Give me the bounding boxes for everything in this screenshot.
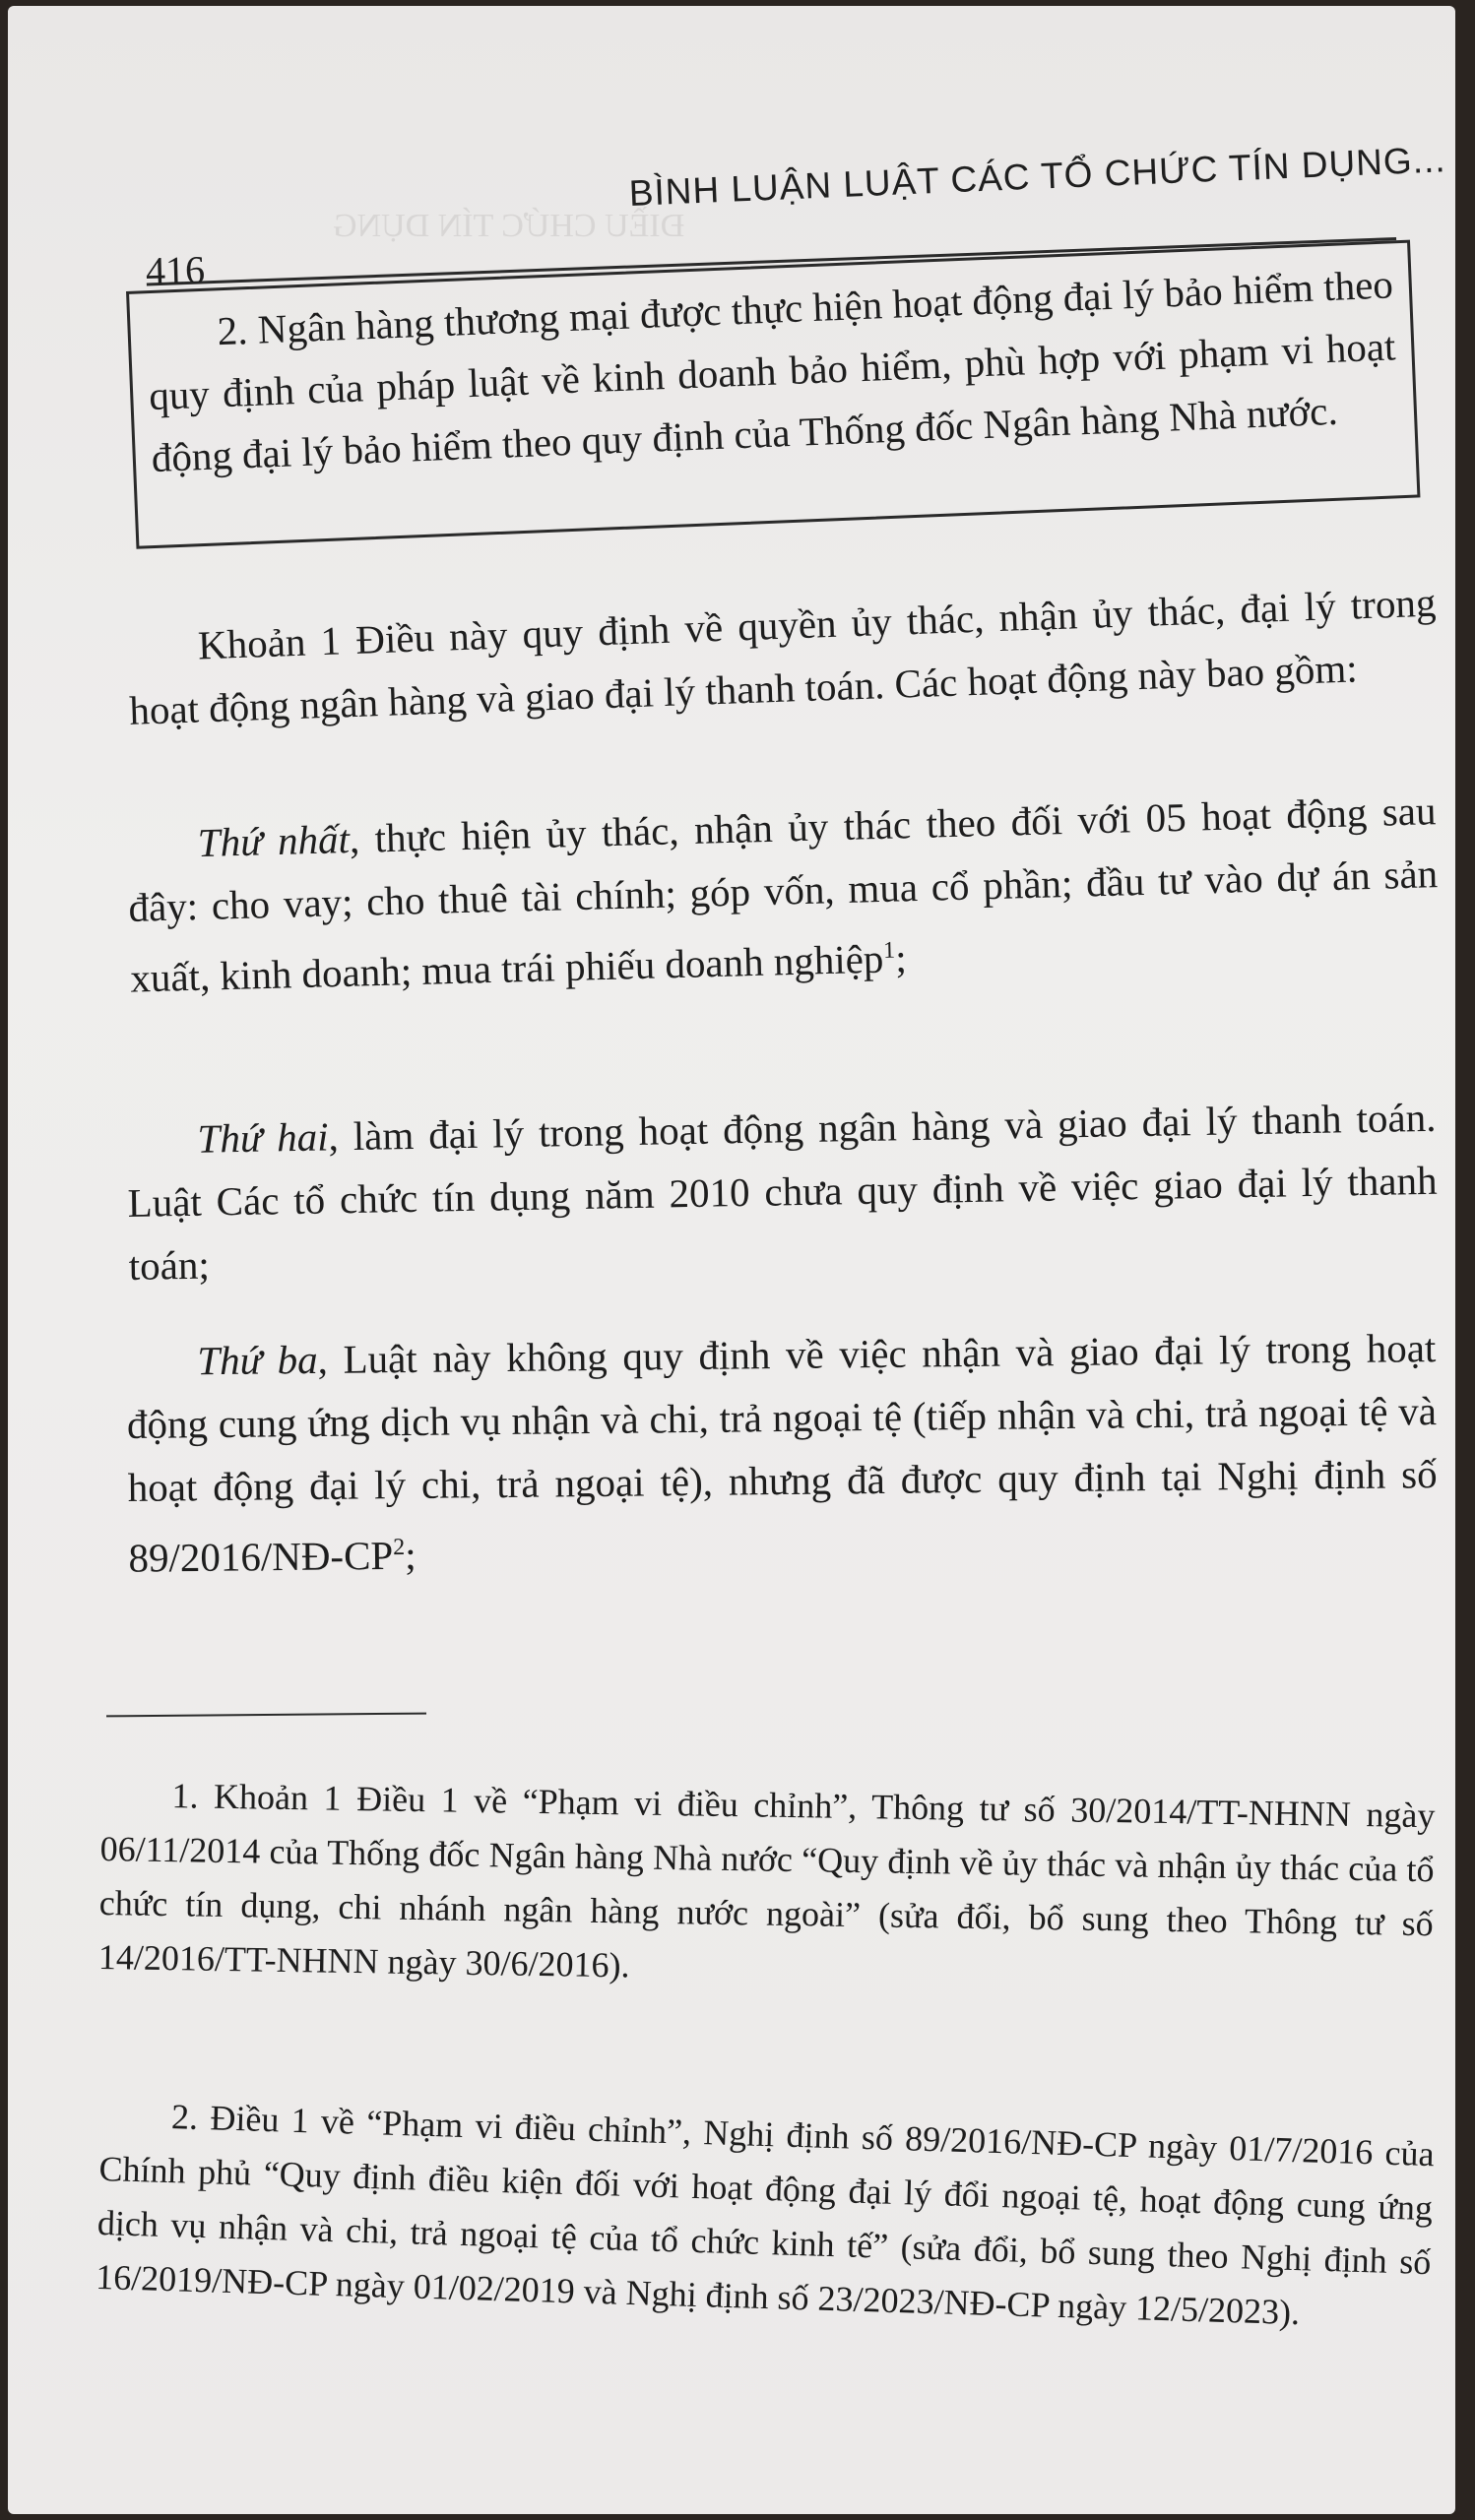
footnote: 2. Điều 1 về “Phạm vi điều chỉnh”, Nghị định số 89/2016/NĐ-CP ngày 01/7/2016 của Chính phủ “Quy định điều kiện đối với hoạt động đại lý đổi ngoại tệ, hoạt động cung ứng dịch vụ nhận và chi, trả ngoại tệ của tổ chức kinh tế” (sửa đổi, bổ sung theo Nghị định số 16/2019/NĐ-CP ngày 01/02/2019 và Nghị định số 23/2023/NĐ-CP ngày 12/5/2023).	[95, 2097, 1436, 2333]
book-page	[8, 6, 1455, 2514]
paragraph-lead: Thứ hai	[197, 1113, 329, 1162]
running-header: BÌNH LUẬN LUẬT CÁC TỔ CHỨC TÍN DỤNG...	[628, 139, 1447, 214]
bleed-through-text: ĐIỀU CHỨC TÍN DỤNG	[333, 208, 685, 244]
paragraph-text: , Luật này không quy định về việc nhận và giao đại lý trong hoạt động cung ứng dịch vụ nhận và chi, trả ngoại tệ (tiếp nhận và chi, trả ngoại tệ và hoạt động đại lý chi, trả ngoại tệ), nhưng đã được quy định tại Nghị định số 89/2016/NĐ-CP	[126, 1325, 1438, 1581]
footnote-ref: 2	[393, 1535, 406, 1561]
page-number: 416	[145, 247, 206, 293]
footnote: 1. Khoản 1 Điều 1 về “Phạm vi điều chỉnh”, Thông tư số 30/2014/TT-NHNN ngày 06/11/2014 của Thống đốc Ngân hàng Nhà nước “Quy định về ủy thác và nhận ủy thác của tổ chức tín dụng, chi nhánh ngân hàng nước ngoài” (sửa đổi, bổ sung theo Thông tư số 14/2016/TT-NHNN ngày 30/6/2016).	[97, 1776, 1436, 1985]
paragraph	[126, 1086, 1439, 1297]
paragraph: Thứ nhất, thực hiện ủy thác, nhận ủy thác theo đối với 05 hoạt động sau đây: cho vay; cho thuê tài chính; góp vốn, mua cổ phần; đầu tư vào dự án sản xuất, kinh doanh; mua trái phiếu doanh nghiệp$^1$;	[127, 788, 1439, 1001]
paragraph-lead: Thứ nhất	[197, 816, 351, 866]
paragraph: Khoản 1 Điều này quy định về quyền ủy thác, nhận ủy thác, đại lý trong hoạt động ngân hàng và giao đại lý thanh toán. Các hoạt động này bao gồm:	[128, 579, 1438, 733]
law-clause-text: 2. Ngân hàng thương mại được thực hiện hoạt động đại lý bảo hiểm theo quy định của pháp luật về kinh doanh bảo hiểm, phù hợp với phạm vi hoạt động đại lý bảo hiểm theo quy định của Thống đốc Ngân hàng Nhà nước.	[148, 261, 1397, 481]
paragraph-text: , thực hiện ủy thác, nhận ủy thác theo đối với 05 hoạt động sau đây: cho vay; cho thuê tài chính; góp vốn, mua cổ phần; đầu tư vào dự án sản xuất, kinh doanh; mua trái phiếu doanh nghiệp	[127, 788, 1439, 1001]
law-clause-box	[126, 240, 1420, 549]
paragraph-lead: Thứ ba	[197, 1336, 318, 1384]
paragraph-text: , làm đại lý trong hoạt động ngân hàng và giao đại lý thanh toán. Luật Các tổ chức tín dụng năm 2010 chưa quy định về việc giao đại lý thanh toán;	[127, 1094, 1438, 1289]
footnote-ref: 1	[882, 937, 896, 964]
paragraph: Thứ ba, Luật này không quy định về việc nhận và giao đại lý trong hoạt động cung ứng dịch vụ nhận và chi, trả ngoại tệ (tiếp nhận và chi, trả ngoại tệ và hoạt động đại lý chi, trả ngoại tệ), nhưng đã được quy định tại Nghị định số $89/2016/NĐ-CP^2$;	[126, 1325, 1438, 1581]
